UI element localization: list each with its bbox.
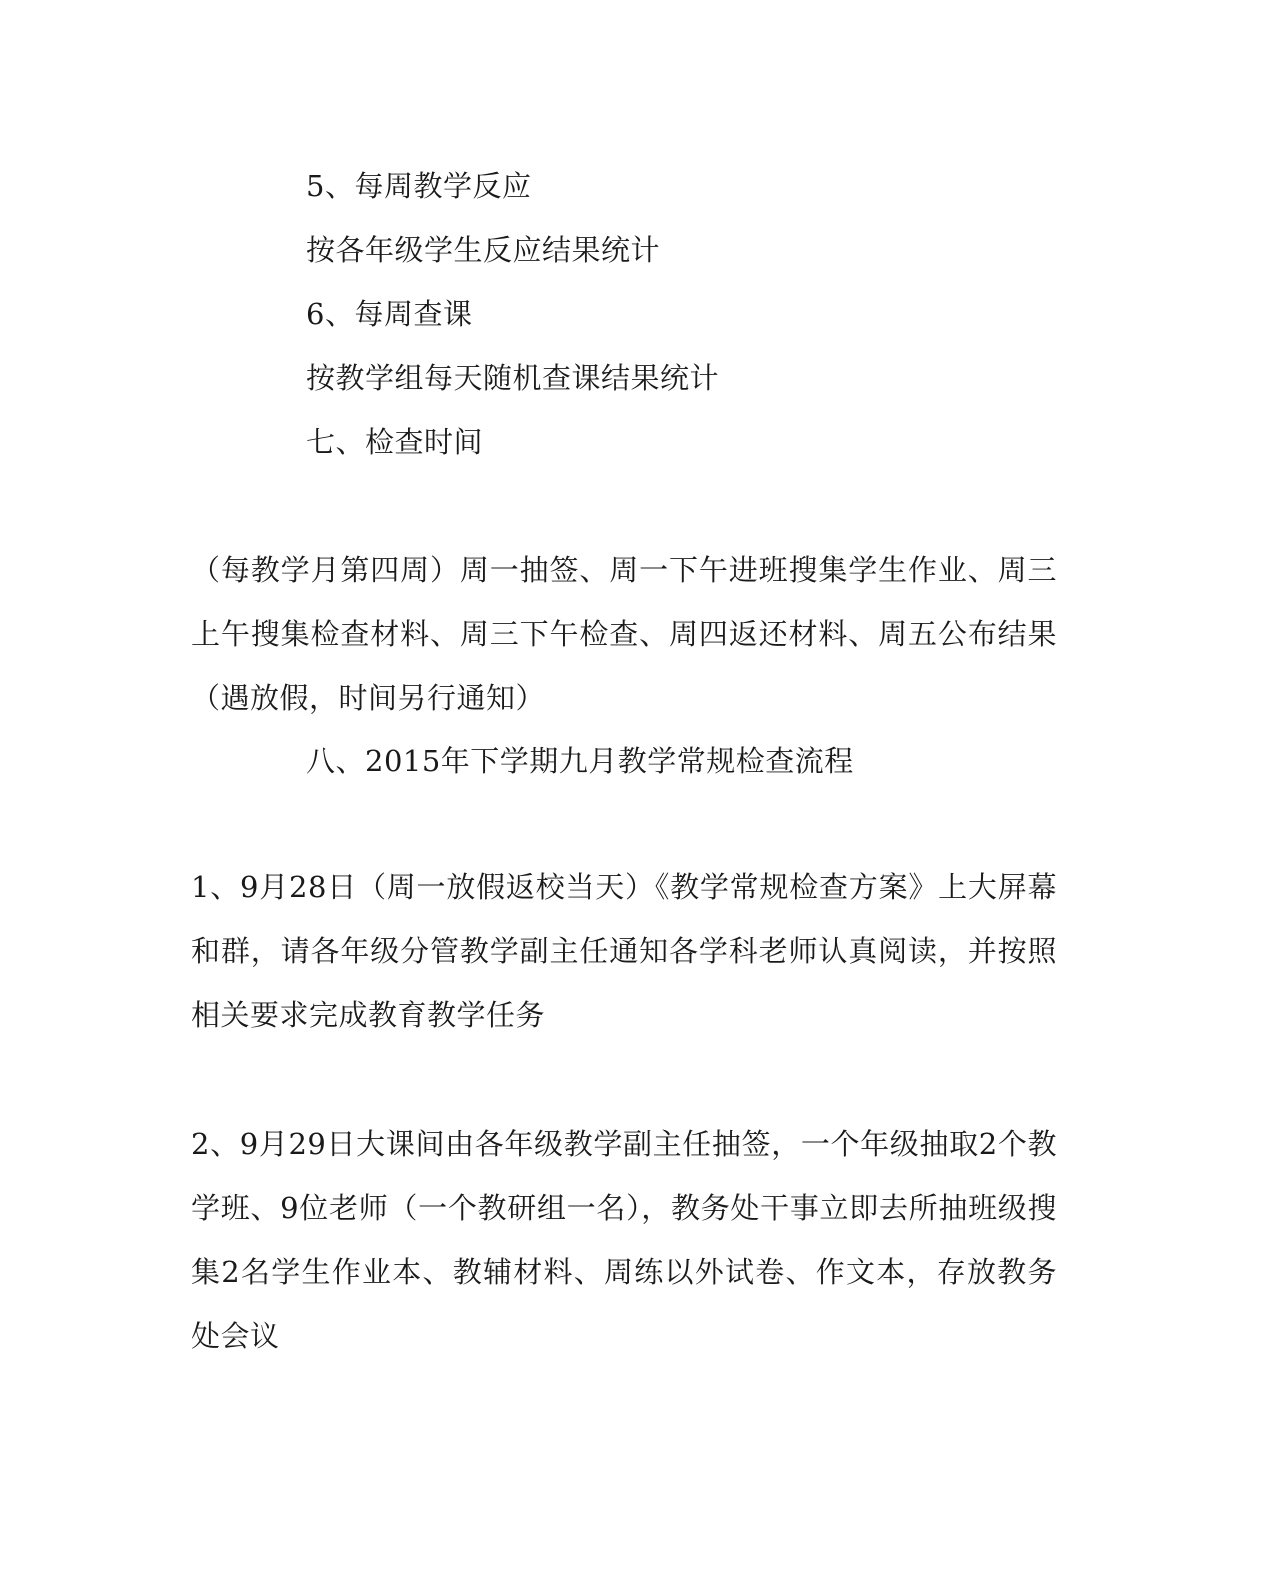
item-5-description: 按各年级学生反应结果统计	[306, 233, 661, 267]
item-6-description: 按教学组每天随机查课结果统计	[306, 361, 720, 395]
item-5-weekly-feedback: 5、每周教学反应	[306, 169, 532, 203]
step-2-paragraph: 2、9月29日大课间由各年级教学副主任抽签，一个年级抽取2个教学班、9位老师（一个教研组一名），教务处干事立即去所抽班级搜集2名学生作业本、教辅材料、周练以外试卷、作文本，存放教务处会议	[191, 1127, 1057, 1353]
step-1-paragraph: 1、9月28日（周一放假返校当天）《教学常规检查方案》上大屏幕和群，请各年级分管教学副主任通知各学科老师认真阅读，并按照相关要求完成教育教学任务	[191, 870, 1057, 1032]
section-7-heading: 七、检查时间	[306, 425, 484, 459]
item-6-weekly-class-check: 6、每周查课	[306, 297, 473, 331]
section-8-heading: 八、2015年下学期九月教学常规检查流程	[306, 744, 854, 778]
schedule-paragraph: （每教学月第四周）周一抽签、周一下午进班搜集学生作业、周三上午搜集检查材料、周三下午检查、周四返还材料、周五公布结果（遇放假，时间另行通知）	[191, 553, 1057, 715]
